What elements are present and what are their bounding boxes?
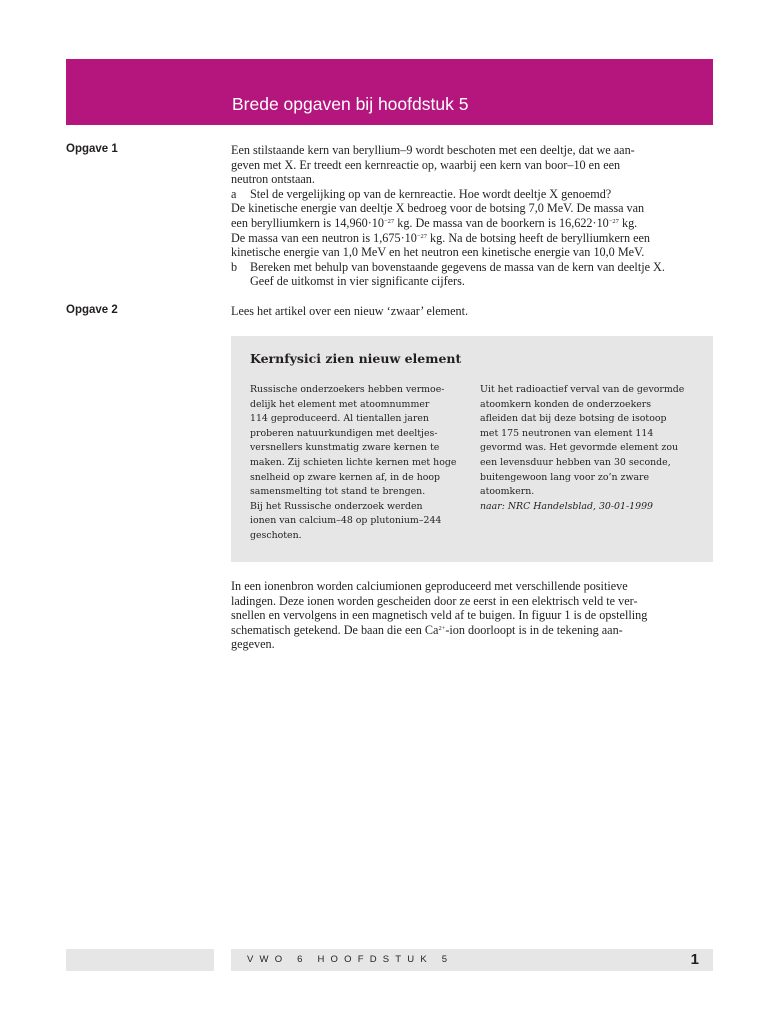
exponent: −27	[608, 217, 619, 225]
article-line: atoomkern.	[480, 486, 535, 498]
question-b-text: Bereken met behulp van bovenstaande gegevens de massa van de kern van deeltje X. Geef de uitkomst in vier significante cijfers.	[250, 259, 665, 289]
followup-line: snellen en vervolgens in een magnetisch veld af te buigen. In figuur 1 is de opstelling	[231, 608, 648, 623]
article-line: delijk het element met atoomnummer	[250, 398, 430, 410]
chapter-header-banner	[66, 59, 713, 125]
chapter-title: Brede opgaven bij hoofdstuk 5	[232, 94, 469, 114]
followup-line: schematisch getekend. De baan die een $Ca^{2+}$-ion doorloopt is in de tekening aan-	[231, 622, 623, 637]
article-line: afleiden dat bij deze botsing de isotoop	[480, 413, 667, 425]
ion-charge: 2+	[438, 624, 446, 632]
article-line: gevormd was. Het gevormde element zou	[480, 442, 679, 454]
opgave-2-intro: Lees het artikel over een nieuw ‘zwaar’ element.	[231, 304, 469, 318]
opgave-1-label: Opgave 1	[66, 143, 118, 155]
article-line: proberen natuurkundigen met deeltjes-	[250, 427, 438, 439]
article-source: naar: NRC Handelsblad, 30-01-1999	[480, 500, 654, 512]
page-number: 1	[690, 951, 699, 968]
followup-line: In een ionenbron worden calciumionen geproduceerd met verschillende positieve	[231, 579, 628, 593]
article-line: met 175 neutronen van element 114	[480, 427, 654, 439]
opgave-1-body	[231, 143, 713, 289]
article-line: samensmelting tot stand te brengen.	[250, 486, 426, 498]
article-column-left	[250, 383, 460, 544]
question-a-letter: a	[231, 186, 237, 201]
article-title: Kernfysici zien nieuw element	[250, 351, 462, 366]
opgave-2-followup	[231, 579, 713, 652]
article-line: Bij het Russische onderzoek werden	[250, 500, 423, 512]
article-line: geschoten.	[250, 529, 302, 541]
opgave-1-info-line: een berylliumkern is $14,960\cdot 10^{-27}$ kg. De massa van de boorkern is $16,622\cdot 10^{-27}$ kg.	[231, 215, 638, 230]
exponent: −27	[416, 232, 427, 240]
article-line: buitengewoon lang voor zo’n zware	[480, 471, 650, 483]
question-a-text: Stel de vergelijking op van de kernreactie. Hoe wordt deeltje X genoemd?	[250, 186, 612, 201]
article-line: maken. Zij schieten lichte kernen met hoge	[250, 456, 457, 468]
article-line: een levensduur hebben van 30 seconde,	[480, 456, 671, 468]
opgave-1-info-line: De kinetische energie van deeltje X bedroeg voor de botsing 7,0 MeV. De massa van	[231, 201, 645, 216]
footer-bar	[231, 949, 713, 971]
article-line: Uit het radioactief verval van de gevormde	[480, 384, 685, 395]
question-b-letter: b	[231, 259, 238, 274]
question-a	[231, 187, 713, 202]
opgave-2-label: Opgave 2	[66, 304, 118, 316]
opgave-1-intro-line: Een stilstaande kern van beryllium–9 wordt beschoten met een deeltje, dat we aan-	[231, 143, 635, 157]
opgave-1-intro-line: geven met X. Er treedt een kernreactie op, waarbij een kern van boor–10 en een	[231, 157, 621, 172]
question-b	[231, 260, 713, 289]
article-line: atoomkern konden de onderzoekers	[480, 398, 652, 410]
followup-line: ladingen. Deze ionen worden gescheiden door ze eerst in een elektrisch veld te ver-	[231, 593, 638, 608]
opgave-1-info-line: De massa van een neutron is $1,675\cdot 10^{-27}$ kg. Na de botsing heeft de berylliumkern een	[231, 230, 651, 245]
article-line: ionen van calcium–48 op plutonium–244	[250, 515, 442, 527]
article-line: Russische onderzoekers hebben vermoe-	[250, 384, 445, 395]
exponent: −27	[384, 217, 395, 225]
article-column-right	[480, 383, 690, 514]
footer-left-bar	[66, 949, 214, 971]
running-head: VWO 6 HOOFDSTUK 5	[247, 954, 454, 965]
opgave-1-intro-line: neutron ontstaan.	[231, 172, 315, 187]
opgave-1-info-line: kinetische energie van 1,0 MeV en het neutron een kinetische energie van 10,0 MeV.	[231, 245, 645, 260]
article-line: snelheid op zware kernen af, in de hoop	[250, 471, 441, 483]
followup-line: gegeven.	[231, 637, 275, 652]
article-line: 114 geproduceerd. Al tientallen jaren	[250, 413, 429, 425]
article-line: versnellers kunstmatig zware kernen te	[250, 442, 440, 454]
article-box	[231, 336, 713, 562]
